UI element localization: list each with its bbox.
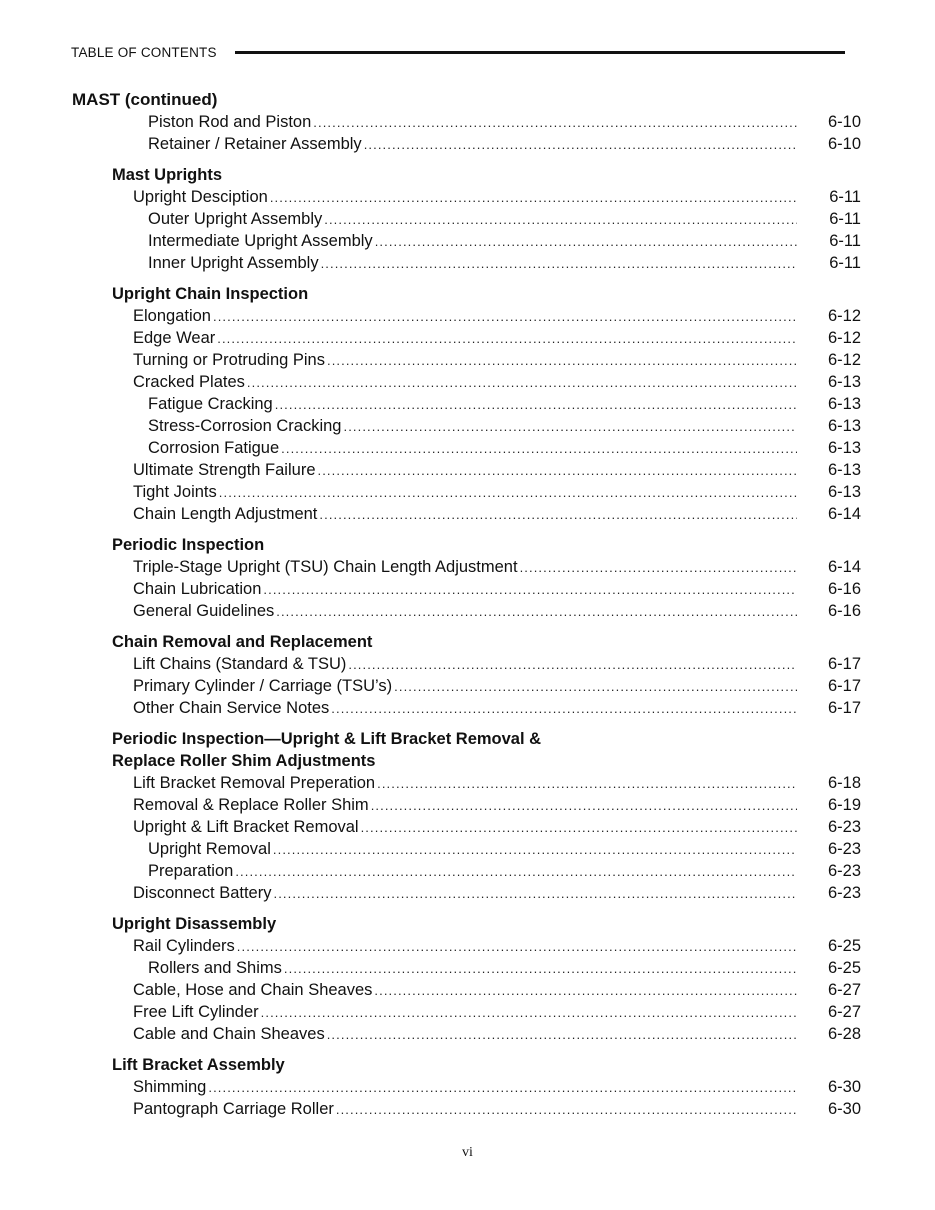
toc-entry-title: Lift Bracket Removal Preperation: [133, 774, 376, 792]
toc-entry-title: Upright Removal: [148, 840, 271, 858]
toc-entry-title: Cable and Chain Sheaves: [133, 1025, 325, 1043]
toc-entry[interactable]: [0, 437, 861, 459]
toc-entry[interactable]: [0, 481, 861, 503]
toc-section: [0, 164, 935, 274]
dot-leader: [327, 1024, 797, 1046]
toc-entry-page: 6-17: [827, 677, 861, 695]
toc-sections: [0, 164, 935, 1120]
toc-entry-page: 6-23: [827, 884, 861, 902]
toc-entry[interactable]: [0, 653, 861, 675]
section-heading: Chain Removal and Replacement: [112, 633, 373, 651]
toc-entry[interactable]: [0, 503, 861, 525]
toc-entry-title: Elongation: [133, 307, 211, 325]
toc-entry-title: Stress-Corrosion Cracking: [148, 417, 342, 435]
toc-entry[interactable]: [0, 305, 861, 327]
dot-leader: [374, 980, 797, 1002]
toc-entry[interactable]: [0, 349, 861, 371]
toc-entry-page: 6-14: [827, 505, 861, 523]
toc-entry[interactable]: [0, 327, 861, 349]
toc-entry[interactable]: [0, 816, 861, 838]
toc-entry-title: Edge Wear: [133, 329, 216, 347]
toc-entry-page: 6-13: [827, 395, 861, 413]
toc-entry[interactable]: [0, 600, 861, 622]
dot-leader: [284, 958, 797, 980]
toc-entry-page: 6-30: [827, 1100, 861, 1118]
toc-entry-title: Fatigue Cracking: [148, 395, 273, 413]
toc-entry-title: Tight Joints: [133, 483, 217, 501]
toc-entry-title: Free Lift Cylinder: [133, 1003, 259, 1021]
dot-leader: [327, 350, 797, 372]
toc-entry[interactable]: [0, 1023, 861, 1045]
toc-entry-page: 6-16: [827, 580, 861, 598]
toc-entry-page: 6-13: [827, 483, 861, 501]
toc-entry-title: Cracked Plates: [133, 373, 245, 391]
toc-entry-page: 6-28: [827, 1025, 861, 1043]
main-section-title: MAST (continued): [72, 90, 218, 109]
dot-leader: [348, 654, 797, 676]
dot-leader: [217, 328, 797, 350]
toc-entry-title: Lift Chains (Standard & TSU): [133, 655, 347, 673]
dot-leader: [273, 883, 797, 905]
toc-entry[interactable]: [0, 208, 861, 230]
dot-leader: [275, 394, 797, 416]
section-heading: Upright Disassembly: [112, 915, 277, 933]
toc-entry[interactable]: [0, 252, 861, 274]
toc-entry-page: 6-27: [827, 1003, 861, 1021]
toc-entry[interactable]: [0, 393, 861, 415]
table-of-contents: [0, 89, 935, 1120]
toc-entry-title: Retainer / Retainer Assembly: [148, 135, 362, 153]
toc-entry-page: 6-18: [827, 774, 861, 792]
toc-entry-title: Upright & Lift Bracket Removal: [133, 818, 359, 836]
toc-entry-page: 6-23: [827, 840, 861, 858]
page-header: [71, 42, 845, 62]
toc-entry-page: 6-11: [829, 232, 861, 250]
header-title: TABLE OF CONTENTS: [71, 44, 217, 60]
toc-entry-title: Preparation: [148, 862, 234, 880]
section-heading: Lift Bracket Assembly: [112, 1056, 285, 1074]
toc-entry-title: Primary Cylinder / Carriage (TSU’s): [133, 677, 393, 695]
toc-entry[interactable]: [0, 459, 861, 481]
dot-leader: [321, 253, 797, 275]
toc-entry-title: Intermediate Upright Assembly: [148, 232, 373, 250]
toc-entry[interactable]: [0, 186, 861, 208]
section-heading-continued: Replace Roller Shim Adjustments: [112, 752, 376, 770]
toc-entry[interactable]: [0, 415, 861, 437]
toc-entry[interactable]: [0, 1098, 861, 1120]
toc-entry[interactable]: [0, 1076, 861, 1098]
toc-entry-page: 6-12: [827, 307, 861, 325]
dot-leader: [261, 1002, 797, 1024]
toc-section: [0, 283, 935, 525]
toc-entry[interactable]: [0, 979, 861, 1001]
toc-entry-page: 6-12: [827, 329, 861, 347]
toc-entry[interactable]: [0, 794, 861, 816]
toc-entry-page: 6-12: [827, 351, 861, 369]
toc-entry-title: Shimming: [133, 1078, 207, 1096]
toc-entry-page: 6-13: [827, 373, 861, 391]
toc-entry-title: Corrosion Fatigue: [148, 439, 280, 457]
toc-entry[interactable]: [0, 675, 861, 697]
dot-leader: [273, 839, 797, 861]
section-heading: Periodic Inspection: [112, 536, 265, 554]
toc-entry-title: General Guidelines: [133, 602, 275, 620]
toc-entry-title: Piston Rod and Piston: [148, 113, 312, 131]
dot-leader: [208, 1077, 797, 1099]
toc-entry[interactable]: [0, 230, 861, 252]
toc-entry-title: Other Chain Service Notes: [133, 699, 330, 717]
toc-entry-page: 6-13: [827, 461, 861, 479]
header-rule: [235, 51, 845, 54]
toc-entry-page: 6-11: [829, 254, 861, 272]
toc-entry-page: 6-19: [827, 796, 861, 814]
toc-entry-title: Cable, Hose and Chain Sheaves: [133, 981, 373, 999]
toc-section: [0, 534, 935, 622]
toc-entry[interactable]: [0, 957, 861, 979]
toc-entry-title: Rail Cylinders: [133, 937, 235, 955]
toc-section: [0, 728, 935, 904]
toc-entry-page: 6-13: [827, 417, 861, 435]
toc-entry[interactable]: [0, 882, 861, 904]
toc-entry-page: 6-13: [827, 439, 861, 457]
toc-entry-title: Chain Length Adjustment: [133, 505, 318, 523]
toc-entry-page: 6-30: [827, 1078, 861, 1096]
toc-entry[interactable]: [0, 838, 861, 860]
toc-entry[interactable]: [0, 111, 861, 133]
dot-leader: [520, 557, 797, 579]
toc-entry-page: 6-27: [827, 981, 861, 999]
toc-entry-title: Outer Upright Assembly: [148, 210, 323, 228]
toc-entry-page: 6-11: [829, 210, 861, 228]
dot-leader: [319, 504, 797, 526]
toc-entry-page: 6-16: [827, 602, 861, 620]
toc-section: [0, 631, 935, 719]
section-heading: Upright Chain Inspection: [112, 285, 309, 303]
toc-entry-title: Disconnect Battery: [133, 884, 272, 902]
toc-entry-page: 6-23: [827, 818, 861, 836]
toc-entry-page: 6-17: [827, 699, 861, 717]
toc-section: [0, 1054, 935, 1120]
dot-leader: [276, 601, 797, 623]
toc-entry-page: 6-10: [827, 135, 861, 153]
dot-leader: [377, 773, 797, 795]
toc-entry-page: 6-23: [827, 862, 861, 880]
toc-section: [0, 913, 935, 1045]
dot-leader: [263, 579, 797, 601]
dot-leader: [247, 372, 797, 394]
dot-leader: [213, 306, 797, 328]
toc-entry[interactable]: [0, 772, 861, 794]
toc-entry[interactable]: [0, 935, 861, 957]
toc-entry[interactable]: [0, 133, 861, 155]
section-heading: Mast Uprights: [112, 166, 223, 184]
toc-entry[interactable]: [0, 578, 861, 600]
dot-leader: [324, 209, 797, 231]
dot-leader: [364, 134, 797, 156]
toc-entry[interactable]: [0, 556, 861, 578]
toc-entry-title: Pantograph Carriage Roller: [133, 1100, 334, 1118]
toc-entry[interactable]: [0, 697, 861, 719]
dot-leader: [331, 698, 797, 720]
toc-entry-page: 6-25: [827, 937, 861, 955]
toc-entry-page: 6-14: [827, 558, 861, 576]
toc-entry[interactable]: [0, 860, 861, 882]
toc-entry-title: Chain Lubrication: [133, 580, 262, 598]
dot-leader: [336, 1099, 797, 1121]
toc-entry-page: 6-11: [829, 188, 861, 206]
dot-leader: [371, 795, 797, 817]
toc-entry-title: Inner Upright Assembly: [148, 254, 319, 272]
toc-entry-title: Rollers and Shims: [148, 959, 282, 977]
toc-entry-title: Upright Desciption: [133, 188, 268, 206]
dot-leader: [281, 438, 797, 460]
intro-entries: [0, 111, 935, 155]
dot-leader: [270, 187, 797, 209]
dot-leader: [375, 231, 797, 253]
section-heading: Periodic Inspection—Upright & Lift Bracket Removal &: [112, 730, 542, 748]
dot-leader: [343, 416, 797, 438]
toc-entry-title: Turning or Protruding Pins: [133, 351, 325, 369]
dot-leader: [318, 460, 798, 482]
dot-leader: [313, 112, 797, 134]
toc-entry[interactable]: [0, 371, 861, 393]
dot-leader: [361, 817, 797, 839]
toc-entry-page: 6-25: [827, 959, 861, 977]
toc-entry-title: Triple-Stage Upright (TSU) Chain Length Adjustment: [133, 558, 518, 576]
toc-entry-page: 6-17: [827, 655, 861, 673]
toc-entry[interactable]: [0, 1001, 861, 1023]
dot-leader: [219, 482, 797, 504]
dot-leader: [237, 936, 797, 958]
dot-leader: [235, 861, 797, 883]
page-number: vi: [462, 1145, 473, 1160]
toc-entry-title: Removal & Replace Roller Shim: [133, 796, 369, 814]
dot-leader: [394, 676, 797, 698]
toc-entry-page: 6-10: [827, 113, 861, 131]
toc-entry-title: Ultimate Strength Failure: [133, 461, 316, 479]
